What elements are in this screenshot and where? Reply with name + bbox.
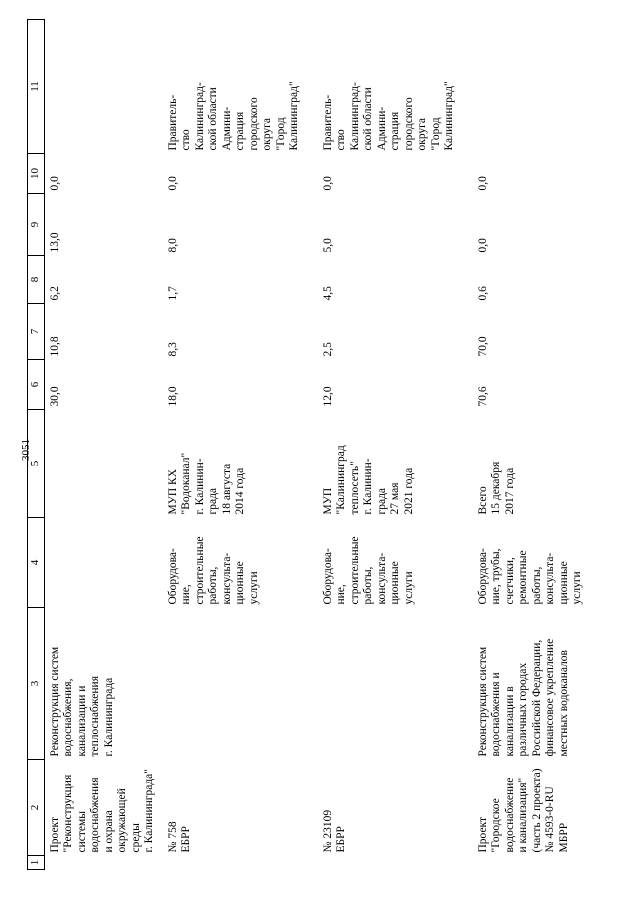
cell-line: канализации в — [503, 686, 516, 757]
cell-line: Калининград- — [193, 82, 206, 151]
cell-line: теплоснабжения — [89, 676, 101, 757]
table-cell-c5 — [459, 410, 587, 518]
table-cell-c11 — [44, 20, 159, 154]
cell-line: Всего — [476, 486, 489, 515]
table-cell-c4 — [159, 518, 304, 608]
cell-line: канализации и — [75, 685, 88, 757]
cell-line: водоснабжения и — [490, 672, 502, 757]
cell-line: работы, — [362, 566, 374, 605]
cell-line: водоснабжения — [89, 777, 101, 853]
cell-line: консульта- — [220, 552, 233, 605]
cell-line: ство — [335, 129, 347, 151]
column-number: 8 — [28, 256, 45, 304]
cell-line: Калининград" — [288, 81, 300, 151]
table-cell-c5 — [44, 410, 159, 518]
cell-line: МУП КХ — [166, 468, 179, 515]
cell-line: града — [375, 487, 388, 515]
cell-line: и охрана — [102, 810, 115, 853]
table-cell-c11 — [459, 20, 587, 154]
cell-line: местных водоканалов — [557, 650, 570, 757]
cell-line: услуги — [247, 571, 260, 605]
cell-line: "Город — [274, 117, 287, 151]
cell-line: г. Калининграда" — [143, 769, 155, 853]
cell-line: "Водоканал" — [180, 452, 192, 515]
cell-line: Российской Федерации, — [530, 639, 543, 757]
table-cell-c2 — [304, 760, 459, 856]
table-cell-c2 — [459, 760, 587, 856]
cell-line: Админи- — [375, 106, 388, 151]
cell-line: работы, — [530, 566, 543, 605]
cell-line: МУП — [321, 487, 334, 515]
column-number: 10 — [28, 154, 45, 194]
header-row — [28, 20, 45, 870]
cell-line: 18,0 — [166, 386, 179, 407]
table-cell-c10 — [459, 154, 587, 194]
cell-line: Реконструкция систем — [48, 646, 61, 757]
cell-line: 30,0 — [48, 386, 61, 407]
cell-line: ЕБРР — [180, 826, 192, 853]
cell-line: града — [207, 487, 219, 515]
cell-line: 2014 года — [234, 467, 246, 515]
cell-line: № 23109 — [321, 809, 334, 853]
table-cell-c8 — [159, 256, 304, 304]
projects-table — [27, 19, 587, 870]
table-cell-c4 — [459, 518, 587, 608]
cell-line: финансовое укрепление — [544, 638, 556, 757]
cell-line: среды — [129, 823, 142, 853]
cell-line: страция — [234, 111, 246, 151]
cell-line: теплосеть" — [348, 461, 361, 515]
cell-line: Оборудова- — [166, 548, 179, 605]
cell-line: 0,0 — [476, 176, 489, 191]
cell-line: (часть 2 проекта) — [530, 768, 543, 853]
table-cell-c10 — [159, 154, 304, 194]
cell-line: 6,2 — [48, 286, 61, 301]
cell-line: системы — [75, 811, 88, 853]
cell-line: консульта- — [375, 552, 388, 605]
table-cell-c9 — [44, 194, 159, 256]
table-row — [304, 20, 459, 870]
cell-line: 0,0 — [321, 176, 334, 191]
table-cell-c7 — [159, 304, 304, 360]
table-cell-c8 — [459, 256, 587, 304]
cell-line: 0,0 — [48, 176, 61, 191]
cell-line: 2,5 — [321, 342, 334, 357]
table-cell-c1 — [44, 856, 159, 870]
table-cell-c10 — [304, 154, 459, 194]
column-number: 5 — [28, 410, 45, 518]
cell-line: г. Калинин- — [362, 458, 374, 515]
table-cell-c5 — [304, 410, 459, 518]
cell-line: городского — [247, 97, 260, 151]
table-cell-c7 — [304, 304, 459, 360]
cell-line: городского — [402, 97, 415, 151]
cell-line: 8,3 — [166, 342, 179, 357]
table-cell-c5 — [159, 410, 304, 518]
cell-line: 5,0 — [321, 238, 334, 253]
column-number: 1 — [28, 856, 45, 870]
cell-line: 0,6 — [476, 286, 489, 301]
cell-line: строительные — [348, 536, 361, 605]
cell-line: МБРР — [557, 822, 570, 853]
cell-line: 27 мая — [389, 482, 401, 515]
cell-line: Проект — [48, 816, 61, 853]
table-cell-c2 — [159, 760, 304, 856]
table-cell-c9 — [304, 194, 459, 256]
table-cell-c6 — [44, 360, 159, 410]
cell-line: счетчики, — [503, 557, 516, 605]
cell-line: 13,0 — [48, 232, 61, 253]
cell-line: 2017 года — [503, 467, 516, 515]
cell-line: ние, трубы, — [490, 548, 502, 605]
cell-line: окружающей — [116, 788, 128, 853]
cell-line: водоснабжения, — [62, 678, 74, 757]
cell-line: ционные — [557, 561, 570, 605]
cell-line: округа — [261, 117, 273, 151]
cell-line: Правитель- — [321, 94, 334, 151]
table-cell-c1 — [304, 856, 459, 870]
cell-line: и канализация" — [517, 777, 529, 853]
table-cell-c7 — [459, 304, 587, 360]
cell-line: ской области — [362, 87, 374, 151]
table-cell-c1 — [459, 856, 587, 870]
cell-line: № 758 — [166, 821, 179, 853]
cell-line: 2021 года — [402, 467, 415, 515]
cell-line: "Городское — [490, 798, 502, 853]
table-cell-c4 — [44, 518, 159, 608]
cell-line: различных городах — [517, 662, 529, 757]
cell-line: Оборудова- — [476, 548, 489, 605]
cell-line: ционные — [234, 561, 246, 605]
cell-line: Проект — [476, 816, 489, 853]
cell-line: 0,0 — [476, 238, 489, 253]
table-cell-c2 — [44, 760, 159, 856]
table-cell-c3 — [44, 608, 159, 760]
cell-line: 15 декабря — [490, 461, 502, 515]
column-number: 7 — [28, 304, 45, 360]
table-cell-c7 — [44, 304, 159, 360]
table-row — [159, 20, 304, 870]
cell-line: Админи- — [220, 106, 233, 151]
cell-line: "Калининград — [335, 445, 347, 515]
cell-line: 70,6 — [476, 386, 489, 407]
column-number: 9 — [28, 194, 45, 256]
table-cell-c10 — [44, 154, 159, 194]
cell-line: 0,0 — [166, 176, 179, 191]
cell-line: ремонтные — [517, 550, 529, 605]
cell-line: ние, — [180, 584, 192, 605]
cell-line: 12,0 — [321, 386, 334, 407]
cell-line: 18 августа — [220, 463, 233, 515]
table-cell-c9 — [459, 194, 587, 256]
cell-line: г. Калининграда — [102, 677, 115, 757]
cell-line: консульта- — [544, 552, 556, 605]
column-number: 2 — [28, 760, 45, 856]
column-number: 4 — [28, 518, 45, 608]
column-number: 6 — [28, 360, 45, 410]
cell-line: работы, — [207, 566, 219, 605]
table-cell-c6 — [159, 360, 304, 410]
cell-line: округа — [416, 117, 428, 151]
cell-line: водоснабжение — [503, 777, 516, 853]
table-cell-c8 — [44, 256, 159, 304]
table-row — [44, 20, 159, 870]
cell-line: ЕБРР — [335, 826, 347, 853]
table-cell-c6 — [304, 360, 459, 410]
cell-line: ние, — [335, 584, 347, 605]
cell-line: страция — [389, 111, 401, 151]
cell-line: 10,8 — [48, 336, 61, 357]
table-cell-c11 — [304, 20, 459, 154]
table-cell-c4 — [304, 518, 459, 608]
column-number: 3 — [28, 608, 45, 760]
cell-line: ской области — [207, 87, 219, 151]
cell-line: "Город — [429, 117, 442, 151]
cell-line: 70,0 — [476, 336, 489, 357]
cell-line: "Реконструкция — [62, 774, 74, 853]
cell-line: ционные — [389, 561, 401, 605]
table-cell-c3 — [304, 608, 459, 760]
cell-line: услуги — [402, 571, 415, 605]
cell-line: Правитель- — [166, 94, 179, 151]
cell-line: г. Калинин- — [193, 458, 206, 515]
page-number: 3051 — [20, 439, 32, 461]
column-number: 11 — [28, 20, 45, 154]
cell-line: Калининград" — [443, 81, 455, 151]
cell-line: Калининград- — [348, 82, 361, 151]
cell-line: Реконструкция систем — [476, 646, 489, 757]
cell-line: услуги — [571, 571, 583, 605]
cell-line: строительные — [193, 536, 206, 605]
cell-line: Оборудова- — [321, 548, 334, 605]
table-cell-c11 — [159, 20, 304, 154]
cell-line: ство — [180, 129, 192, 151]
table-cell-c6 — [459, 360, 587, 410]
table-cell-c3 — [459, 608, 587, 760]
table-cell-c1 — [159, 856, 304, 870]
table-row — [459, 20, 587, 870]
cell-line: 4,5 — [321, 286, 334, 301]
table-cell-c8 — [304, 256, 459, 304]
cell-line: 8,0 — [166, 238, 179, 253]
table-cell-c3 — [159, 608, 304, 760]
table-cell-c9 — [159, 194, 304, 256]
cell-line: 1,7 — [166, 286, 179, 301]
cell-line: № 4593-0-RU — [544, 786, 556, 853]
table-body — [44, 20, 587, 870]
